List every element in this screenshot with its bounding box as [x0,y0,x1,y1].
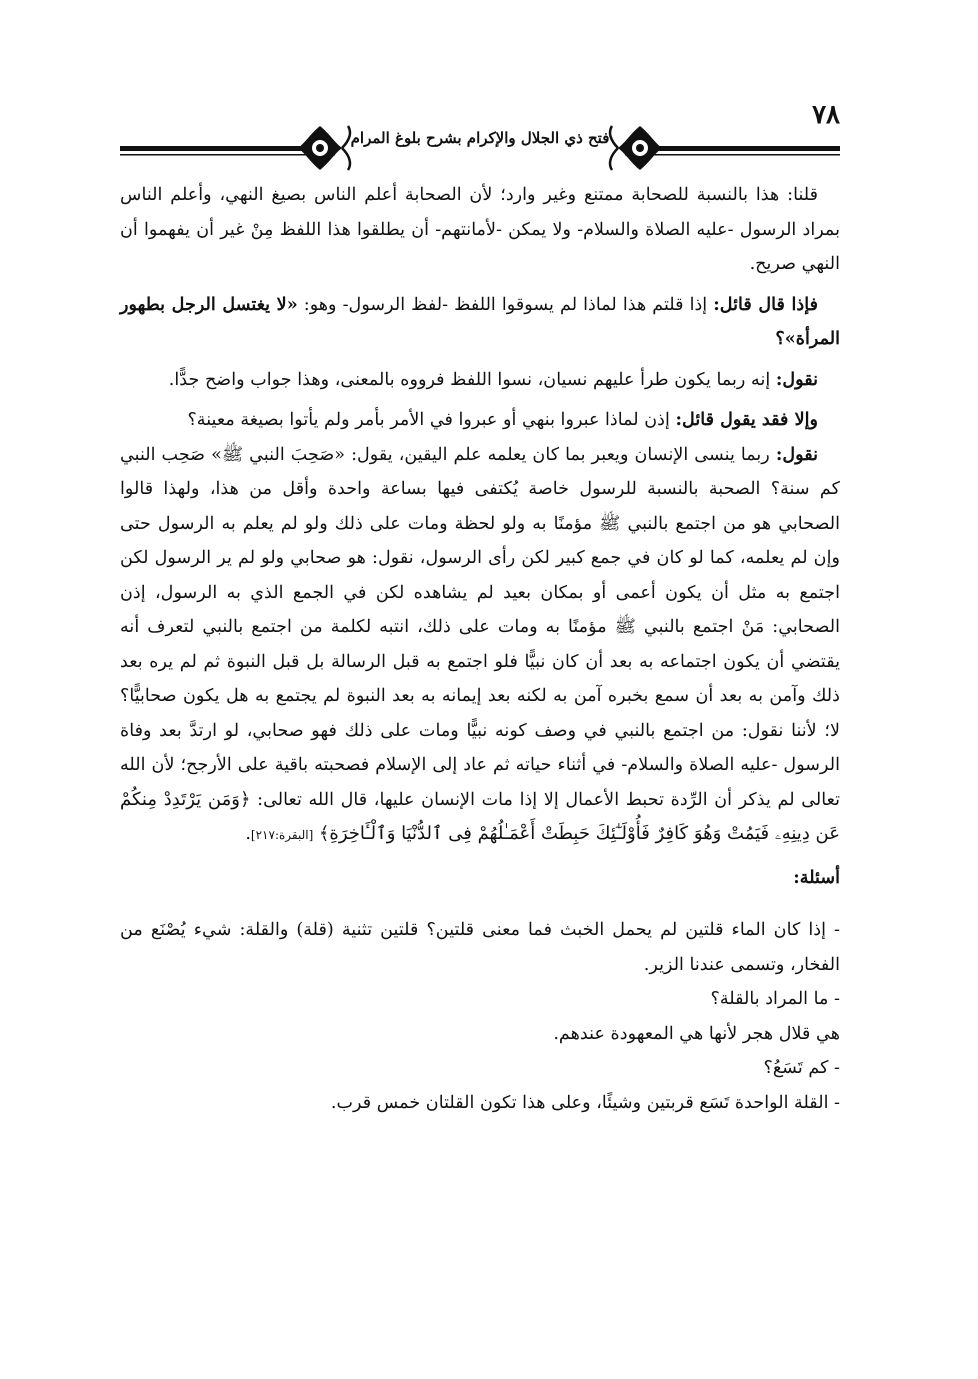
page-header [120,100,840,174]
paragraph-5 [120,438,840,853]
paragraph-3-lead: نقول: [775,368,818,390]
paragraph-3-text: إنه ربما يكون طرأ عليهم نسيان، نسوا اللفظ فرووه بالمعنى، وهذا جواب واضح جدًّا. [168,369,776,390]
question-1: - إذا كان الماء قلتين لم يحمل الخبث فما معنى قلتين؟ قلتين تثنية (قلة) والقلة: شيء يُصْنَع من الفخار، وتسمى عندنا الزير. [120,920,840,975]
answer-2: هي قلال هجر لأنها هي المعهودة عندهم. [553,1023,840,1044]
paragraph-5-lead: نقول: [775,443,818,465]
hadith-quote: «لا يغتسل الرجل بطهور المرأة»؟ [120,293,840,349]
paragraph-5-end: . [245,824,251,844]
paragraph-4 [120,403,840,438]
paragraph-5-text: ربما ينسى الإنسان ويعبر بما كان يعلمه علم اليقين، يقول: «صَحِبَ النبي ﷺ» صَحِب النبي كم سنة؟ الصحبة بالنسبة للرسول خاصة يُكتفى فيها بساعة واحدة وأقل من هذا، ولهذا قالوا الصحابي هو من اجتمع بالنبي ﷺ مؤمنًا به ولو لحظة ومات على ذلك ولو لم يعلم به الرسول حتى وإن لم يعلمه، كما لو كان في جمع كبير لكن رأى الرسول، نقول: هو صحابي ولو لم ير الرسول لكن اجتمع به مثل أن يكون أعمى أو بمكان بعيد لم يشاهده لكن في الجمع الذي به الرسول، إذن الصحابي: مَنْ اجتمع بالنبي ﷺ مؤمنًا به ومات على ذلك، انتبه لكلمة من اجتمع بالنبي لتعرف أنه يقتضي أن يكون اجتماعه به بعد أن كان نبيًّا فلو اجتمع به قبل الرسالة بل قبل النبوة ثم لم يره بعد ذلك وآمن به بعد أن سمع بخبره آمن به لكنه بعد إيمانه به بعد النبوة لم يجتمع به هل يكون صحابيًّا؟ لا؛ لأننا نقول: من اجتمع بالنبي في وصف كونه نبيًّا ومات على ذلك فهو صحابي، لو ارتدَّ بعد وفاة الرسول -عليه الصلاة والسلام- في أثناء حياته ثم عاد إلى الإسلام فصحبته باقية على الأرجح؛ لأن الله تعالى لم يذكر أن الرِّدة تحبط الأعمال إلا إذا مات الإنسان عليها، قال الله تعالى: [120,444,840,810]
paragraph-2-text: إذا قلتم هذا لماذا لم يسوقوا اللفظ -لفظ الرسول- وهو: [297,294,714,315]
question-3: - كم تَسَعُ؟ [763,1058,840,1078]
paragraph-2 [120,288,840,357]
verse-reference: [البقرة:٢١٧] [250,828,314,842]
answer-3: - القلة الواحدة تَسَع قربتين وشيئًا، وعلى هذا تكون القلتان خمس قرب. [330,1092,840,1113]
paragraph-4-text: إذن لماذا عبروا بنهي أو عبروا في الأمر بأمر ولم يأتوا بصيغة معينة؟ [187,410,676,430]
running-title: فتح ذي الجلال والإكرام بشرح بلوغ المرام [350,129,610,147]
paragraph-1: قلنا: هذا بالنسبة للصحابة ممتنع وغير وارد؛ لأن الصحابة أعلم الناس بصيغ النهي، وأعلم الناس بمراد الرسول -عليه الصلاة والسلام- ولا يمكن -لأمانتهم- أن يطلقوا هذا اللفظ مِنْ غير أن يفهموا أن النهي صريح. [120,185,840,274]
question-2: - ما المراد بالقلة؟ [710,989,840,1009]
paragraph-3 [120,363,840,398]
paragraph-4-lead: وإلا فقد يقول قائل: [675,409,818,430]
body-text [120,178,840,1120]
quran-verse: ﴿وَمَن يَرْتَدِدْ مِنكُمْ عَن دِينِهِۦ فَيَمُتْ وَهُوَ كَافِرٌ فَأُوْلَـٰٓئِكَ حَبِطَتْ أَعْمَـٰلُهُمْ فِى ٱلدُّنْيَا وَٱلْـَٔاخِرَةِ﴾ [120,788,840,844]
paragraph-2-lead: فإذا قال قائل: [713,293,818,315]
questions-heading: أسئلة: [793,866,840,888]
page-number: ٧٨ [812,100,840,130]
